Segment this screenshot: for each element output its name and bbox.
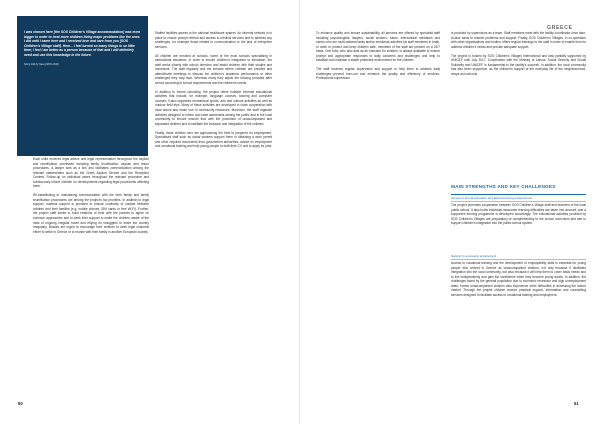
sub-heading-employment: Support to accessing employment [451,254,586,260]
paragraph: The project is funded by SOS Children's Villages International and was partially supported by UNICEF until July 2017. Cooperation with the Ministry of Labour, Social Security and Social Solidarity and UNICEF is fundamental to the facility's success. In addition, the local community has also been supportive, as the children's support of the everyday life of the neighbourhood, shops and schools. [451,53,586,76]
paragraph: Re-establishing or maintaining communication with the birth family and family reunification procedures are among the project's top priorities. In addition to legal support, material support is provided to ensure continuity of contact between children and their families (e.g. mobile phones, SIM cards or free Wi-Fi). Further, the project staff seeks to build relations of trust with the parents to agree on common approaches and to seek their support to make the children aware of the risks of ongoing irregular travel and relying on smugglers to leave the country irregularly. Bosses are urged to encourage their children to seek legal channels either to settle in Greece or to reunite with their family in another European country. [33,193,149,234]
page-number-left: 50 [18,401,23,406]
sub-text-education: The project promotes cooperation between SOS Children's Village staff and teachers of the local public school. It also holds individual newcomer learning difficulties are taken into account, and a supportive tutoring programme is developed accordingly. The educational activities provided by SOS Children's Villages are preparatory or complementary to the school curriculum and aim to support children's integration into the public school system. [451,203,586,226]
paragraph: The staff receives regular supervision and support to help them to address daily challenges prevent burn-out and enhance the quality and efficiency of services. Professional supervision [316,67,440,81]
sub-text-employment: Access to vocational training and the development of employability skills is essential for young people who arrived in Greece as unaccompanied children, not only because it facilitates integration into the local community, but also because it will help them to cover basic needs and to live independently and gain the confidence when they become young adults. In addition, the challenges faced by the general population due to economic recession and high unemployment rates, former unaccompanied children also experience other difficulties in accessing the labour market. Through the project children receive practical support, information and counselling services designed to facilitate access to vocational training and employment. [451,261,586,297]
page-number-right: 51 [574,401,579,406]
quote-attribution: Story told by Sara (SOS child) [24,62,59,66]
section-heading: MAIN STRENGTHS AND KEY CHALLENGES [451,184,556,189]
paragraph: In addition to formal schooling, the project offers multiple informal educational activities that include, for example, language courses, tutoring and computer courses; it also organises recreational sports, arts and cultural activities as well as outdoor field trips. Many of these activities are developed in close cooperation with local actors and make use of community resources. Moreover, the staff organise activities designed to inform and raise awareness among the public and in the local community to ensure smooth flow with the promotion of unaccompanied and separated children and to facilitate the inclusion and integration of the children. [155,89,272,126]
right-column-1 [316,31,440,85]
paragraph: Staffed facilities access to the national healthcare system. An informal network is in place to ensure prompt referral and access to medical services and to address any challenges, for example those related to communication or the lack of interpreter services. [155,31,272,49]
paragraph: is provided by supervisors as a team. Staff members meet with the facility coordinator once face-to-face basis to resolve problems and support. Finally, SOS Children's Villages, in co-operation with other organisations and bodies, offers regular trainings to the staff in order to enable them to address children's needs and provide adequate support. [451,31,586,49]
page-fold [299,0,300,424]
paragraph: Each child receives legal advice and legal representation throughout the asylum and reunification processes including family reunification, asylum and return procedures. A lawyer acts as a link and facilitates communication among the relevant stakeholders such as the Greek Asylum Service and the Reception Centres. Follow-up on individual cases throughout the relevant procedure and continuously inform children on developments regarding legal procedures affecting them. [33,157,149,189]
paragraph: Finally, those children who are approaching the time to prepared for employment. Specialised staff such as social workers support them in obtaining a work permit and other required documents from government authorities, advise on employment and vocational training and help young people to draft their CV and to apply for jobs. [155,130,272,149]
quote-box [17,16,148,156]
paragraph: All children are enrolled at schools, some of the most schools specialising in intercultural education. In order to ensure children's integration to education, the staff works closely with school directors and assist children with their studies and homework. The staff regularly visit the schools where children are enrolled and attend/invite meetings to discuss the children's academic performance or other challenges they may face. Whereas many they adjust the tutoring provided after school according to school requirements and the children's needs. [155,53,272,85]
left-column-2 [155,31,272,153]
section-rule [451,194,586,195]
left-column-1 [33,157,149,239]
country-tag: GREECE [547,25,573,31]
quote-text: I was chosen here [the SOS Children's Village accommodation] was even bigger in order to host more children living major problems like the ones I did until I came here and I received love and care from you [SOS Children's Village staff]. Here... I feel turned so many things in so little time; I feel I am better as a person because of that and I will definitely need and use this knowledge in the future. [24,30,141,57]
paragraph: To enhance quality and ensure sustainability, all services are offered by specialist staff including psychologists, lawyers, social workers, tutors, intercultural mediators and carers who are multi-national tasks and/or emotional activities (at staff members in total). In order to protect and keep children safe, members of the staff are present on a 24/7 basis. One tutor, who also acts as an educator for children, is always available to ensure prompt and appropriate responses to daily concerns and challenges and help to establish and maintain a stable protective environment for the children. [316,31,440,63]
sub-heading-education: Access to formal education and tailored tutoring programmes [451,196,586,202]
right-column-2 [451,31,586,81]
